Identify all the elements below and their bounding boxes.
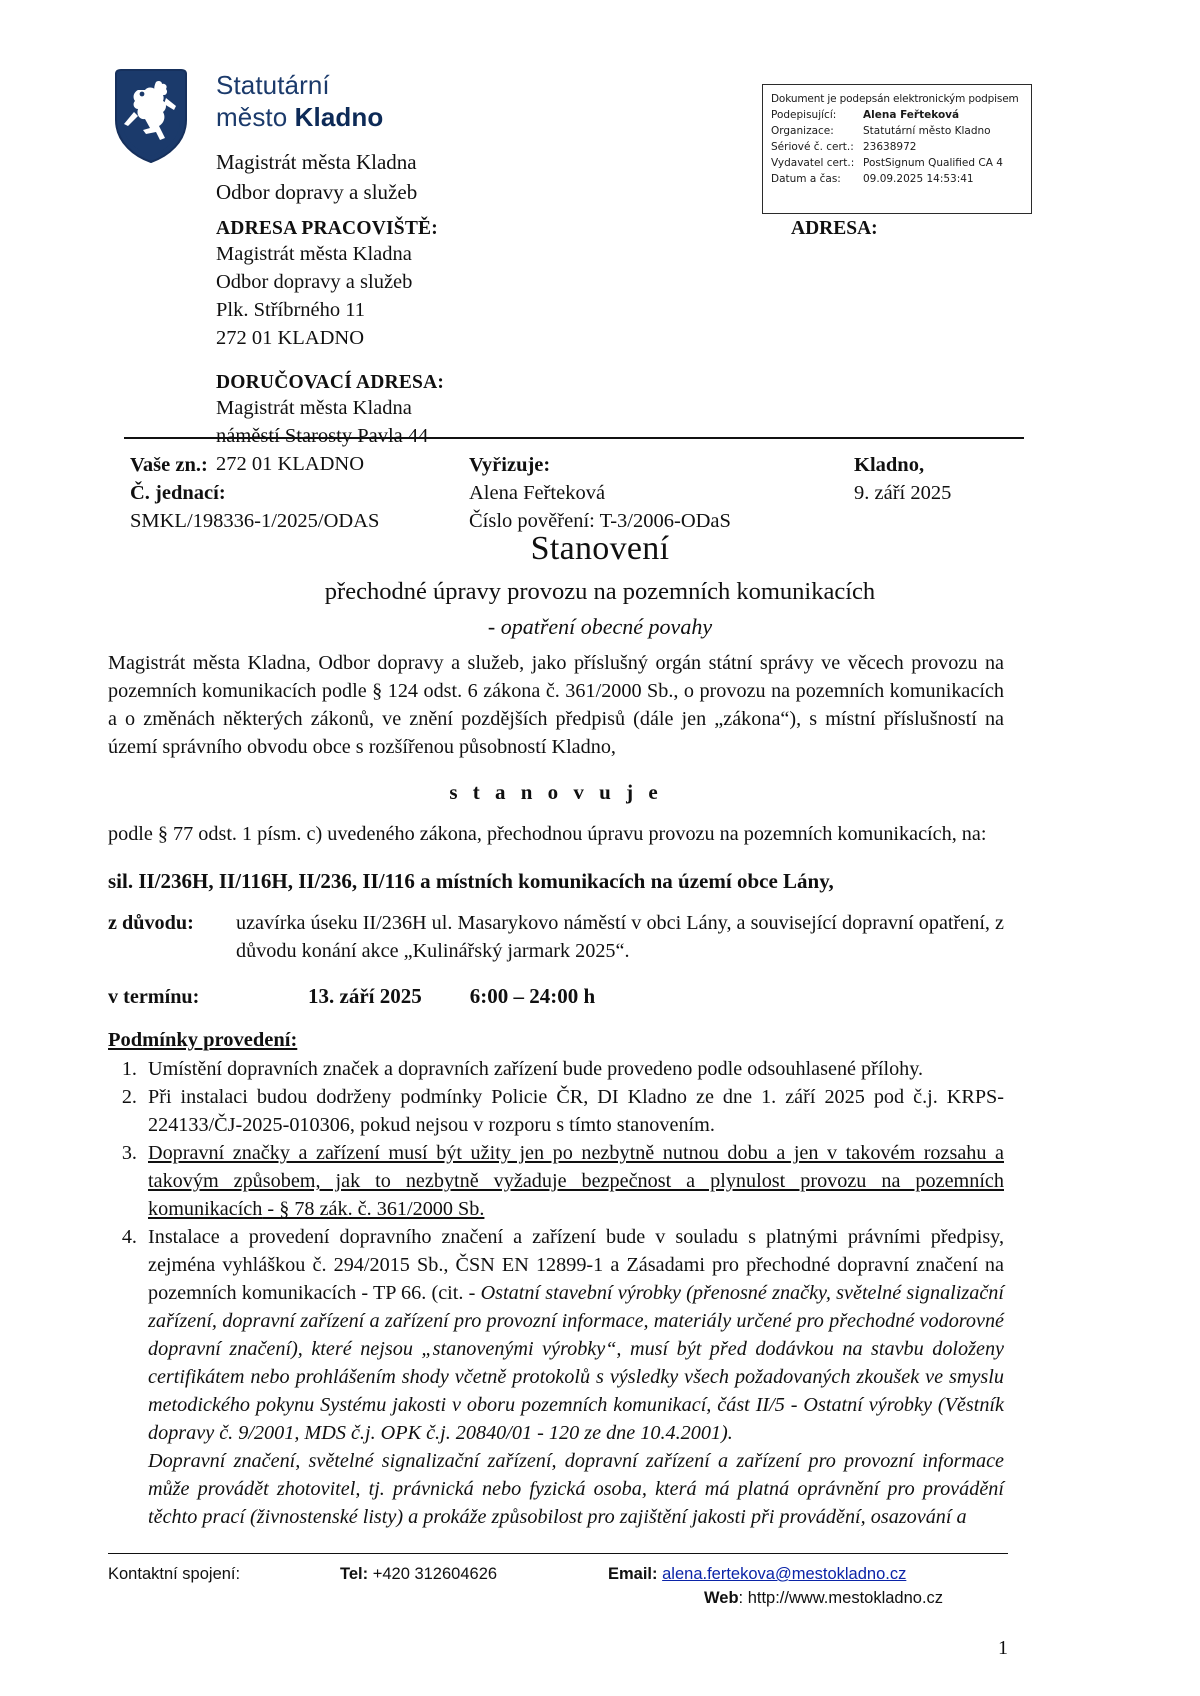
condition-italic-continuation: Dopravní značení, světelné signalizační zařízení, dopravní zařízení a zařízení pro provozní informace může provádět zhotovitel, tj. právnická nebo fyzická osoba, která má platná oprávnění pro provádění těchto prací (živnostenské listy) a prokáže způsobilost pro zajištění jakosti při provádění, osazování a [148,1449,1004,1528]
signature-key-datetime: Datum a čas: [771,172,841,185]
issue-date: 9. září 2025 [854,481,952,504]
page-number: 1 [998,1637,1008,1659]
signature-row-issuer [771,156,1023,172]
page-subtitle: přechodné úpravy provozu na pozemních komunikacích [324,578,876,605]
signature-value-datetime: 09.09.2025 14:53:41 [863,172,974,185]
signature-stamp-title: Dokument je podepsán elektronickým podpisem [771,93,1019,105]
footer-email [608,1562,906,1587]
recipient-address-label: ADRESA: [791,218,878,239]
footer-contact-label: Kontaktní spojení: [108,1565,241,1583]
condition-item [142,1224,1004,1532]
address-section [216,218,1006,479]
brand-city-prefix: město [216,101,295,132]
brand-line-2 [216,102,383,134]
term-time: 6:00 – 24:00 h [469,983,596,1008]
signature-value-organization: Statutární město Kladno [863,124,991,137]
workplace-address-label: ADRESA PRACOVIŠTĚ: [216,218,438,239]
header-divider [124,437,1024,439]
delivery-address-line: náměstí Starosty Pavla 44 [216,425,429,448]
intro-paragraph: Magistrát města Kladna, Odbor dopravy a služeb, jako příslušný orgán státní správy ve věcech provozu na pozemních komunikacích podle § 124 odst. 6 zákona č. 361/2000 Sb., o provozu na pozemních komunikacích a o změnách některých zákonů, ve znění pozdějších předpisů (dále jen „zákona“), s místní příslušností na území správního obvodu obce s rozšířenou působností Kladno, [108,652,1004,758]
workplace-address-line: 272 01 KLADNO [216,327,365,350]
workplace-address-block [216,218,1006,352]
delivery-address-line: 272 01 KLADNO [216,453,365,476]
signature-value-serial: 23638972 [863,140,917,153]
reason-row [108,910,1004,966]
condition-tail-text: - § 78 zák. č. 361/2000 Sb. [262,1198,485,1221]
affected-roads: sil. II/236H, II/116H, II/236, II/116 a místních komunikacích na území obce Lány, [108,868,834,893]
footer-email-link[interactable]: alena.fertekova@mestokladno.cz [662,1565,907,1583]
conditions-title: Podmínky provedení: [108,1028,298,1051]
reference-column-place-date [854,452,951,508]
condition-item [142,1140,1004,1224]
signature-value-issuer: PostSignum Qualified CA 4 [863,156,1003,169]
handler-label: Vyřizuje: [469,454,551,476]
term-date: 13. září 2025 [308,983,422,1008]
reference-column-handler [469,452,731,536]
issue-place: Kladno, [854,454,925,476]
workplace-address-line: Magistrát města Kladna [216,243,412,265]
condition-underlined-text: Dopravní značky a zařízení musí být užity jen po nezbytně nutnou dobu a jen v takovém rozsahu a takovým způsobem, jak to nezbytně vyžaduje bezpečnost a plynulost provozu na pozemních komunikacích [148,1142,1004,1221]
signature-row-signer [771,108,1023,124]
signature-value-signer: Alena Feřteková [863,108,960,121]
footer-email-label: Email: [608,1565,658,1583]
handler-name: Alena Feřteková [469,481,606,504]
reason-text: uzavírka úseku II/236H ul. Masarykovo náměstí v obci Lány, a související dopravní opatření, z důvodu konání akce „Kulinářský jarmark 2025“. [236,912,1004,962]
footer-divider [108,1553,1008,1554]
document-footer [108,1562,1008,1607]
page-subtitle-secondary: - opatření obecné povahy [487,614,713,639]
document-header [0,0,1200,204]
condition-item: 1. Umístění dopravních značek a dopravních zařízení bude provedeno podle odsouhlasené přílohy. [142,1056,1004,1084]
term-label: v termínu: [108,985,200,1008]
delivery-address-line: Magistrát města Kladna [216,397,412,420]
condition-italic-citation: Ostatní stavební výrobky (přenosné značky, světelné signalizační zařízení, dopravní zařízení a zařízení pro provozní informace, materiály určené pro přechodné vodorovné dopravní značení), které nejsou „stanovenými výrobky“, musí být před dodávkou na stavbu doloženy certifikátem nebo prohlášením shody včetně protokolů s výsledky všech požadovaných zkoušek ve smyslu metodického pokynu Systému jakosti v oboru pozemních komunikací, část II/5 - Ostatní výrobky (Věstník dopravy č. 9/2001, MDS č.j. OPK č.j. 20840/01 - 120 ze dne 10.4.2001). [148,1282,1004,1444]
delivery-address-label: DORUČOVACÍ ADRESA: [216,372,445,394]
workplace-address-line: Odbor dopravy a služeb [216,271,413,294]
kladno-coat-of-arms-icon [112,68,190,164]
decree-keyword: s t a n o v u j e [449,779,663,804]
brand-wordmark [216,70,383,133]
brand-line-1: Statutární [216,70,330,100]
brand-city-name: Kladno [294,101,384,132]
decree-paragraph: podle § 77 odst. 1 písm. c) uvedeného zákona, přechodnou úpravu provozu na pozemních komunikacích, na: [108,822,987,845]
conditions-list [108,1056,1004,1531]
signature-key-organization: Organizace: [771,124,834,137]
signature-row-serial [771,140,1023,156]
reason-label: z důvodu: [108,912,194,934]
footer-web-value[interactable]: : http://www.mestokladno.cz [738,1589,944,1607]
condition-plain-text: Instalace a provedení dopravního značení a zařízení bude v souladu s platnými právními předpisy, zejména vyhláškou č. 294/2015 Sb., ČSN EN 12899-1 a Zásadami pro přechodné dopravní značení na pozemních komunikacích - TP 66. (cit. - [148,1226,1004,1305]
footer-web-label: Web [704,1589,739,1607]
office-line-1: Magistrát města Kladna [216,150,417,174]
footer-web [704,1586,943,1611]
footer-tel-label: Tel: [340,1565,369,1583]
document-body [108,650,1004,1532]
electronic-signature-stamp [762,84,1032,214]
our-reference-value: SMKL/198336-1/2025/ODAS [130,509,380,532]
signature-key-signer: Podepisující: [771,108,837,121]
condition-item: 2. Při instalaci budou dodrženy podmínky Policie ČR, DI Kladno ze dne 1. září 2025 pod č.j. KRPS-224133/ČJ-2025-010306, pokud nejsou v rozporu s tímto stanovením. [142,1084,1004,1140]
our-reference-label: Č. jednací: [130,481,226,504]
office-line-2: Odbor dopravy a služeb [216,179,418,204]
office-name [216,148,417,208]
page-title: Stanovení [530,530,670,567]
signature-row-organization [771,124,1023,140]
reference-column-ours [130,452,379,536]
signature-key-serial: Sériové č. cert.: [771,140,854,153]
workplace-address-line: Plk. Stříbrného 11 [216,299,366,322]
signature-key-issuer: Vydavatel cert.: [771,156,855,169]
term-row [108,982,1004,1012]
footer-row [108,1562,1008,1586]
signature-row-datetime [771,172,1023,188]
handler-mandate-number: Číslo pověření: T-3/2006-ODaS [469,509,731,532]
footer-telephone [340,1562,497,1587]
your-reference-label: Vaše zn.: [130,454,208,476]
footer-tel-value: +420 312604626 [368,1565,498,1583]
